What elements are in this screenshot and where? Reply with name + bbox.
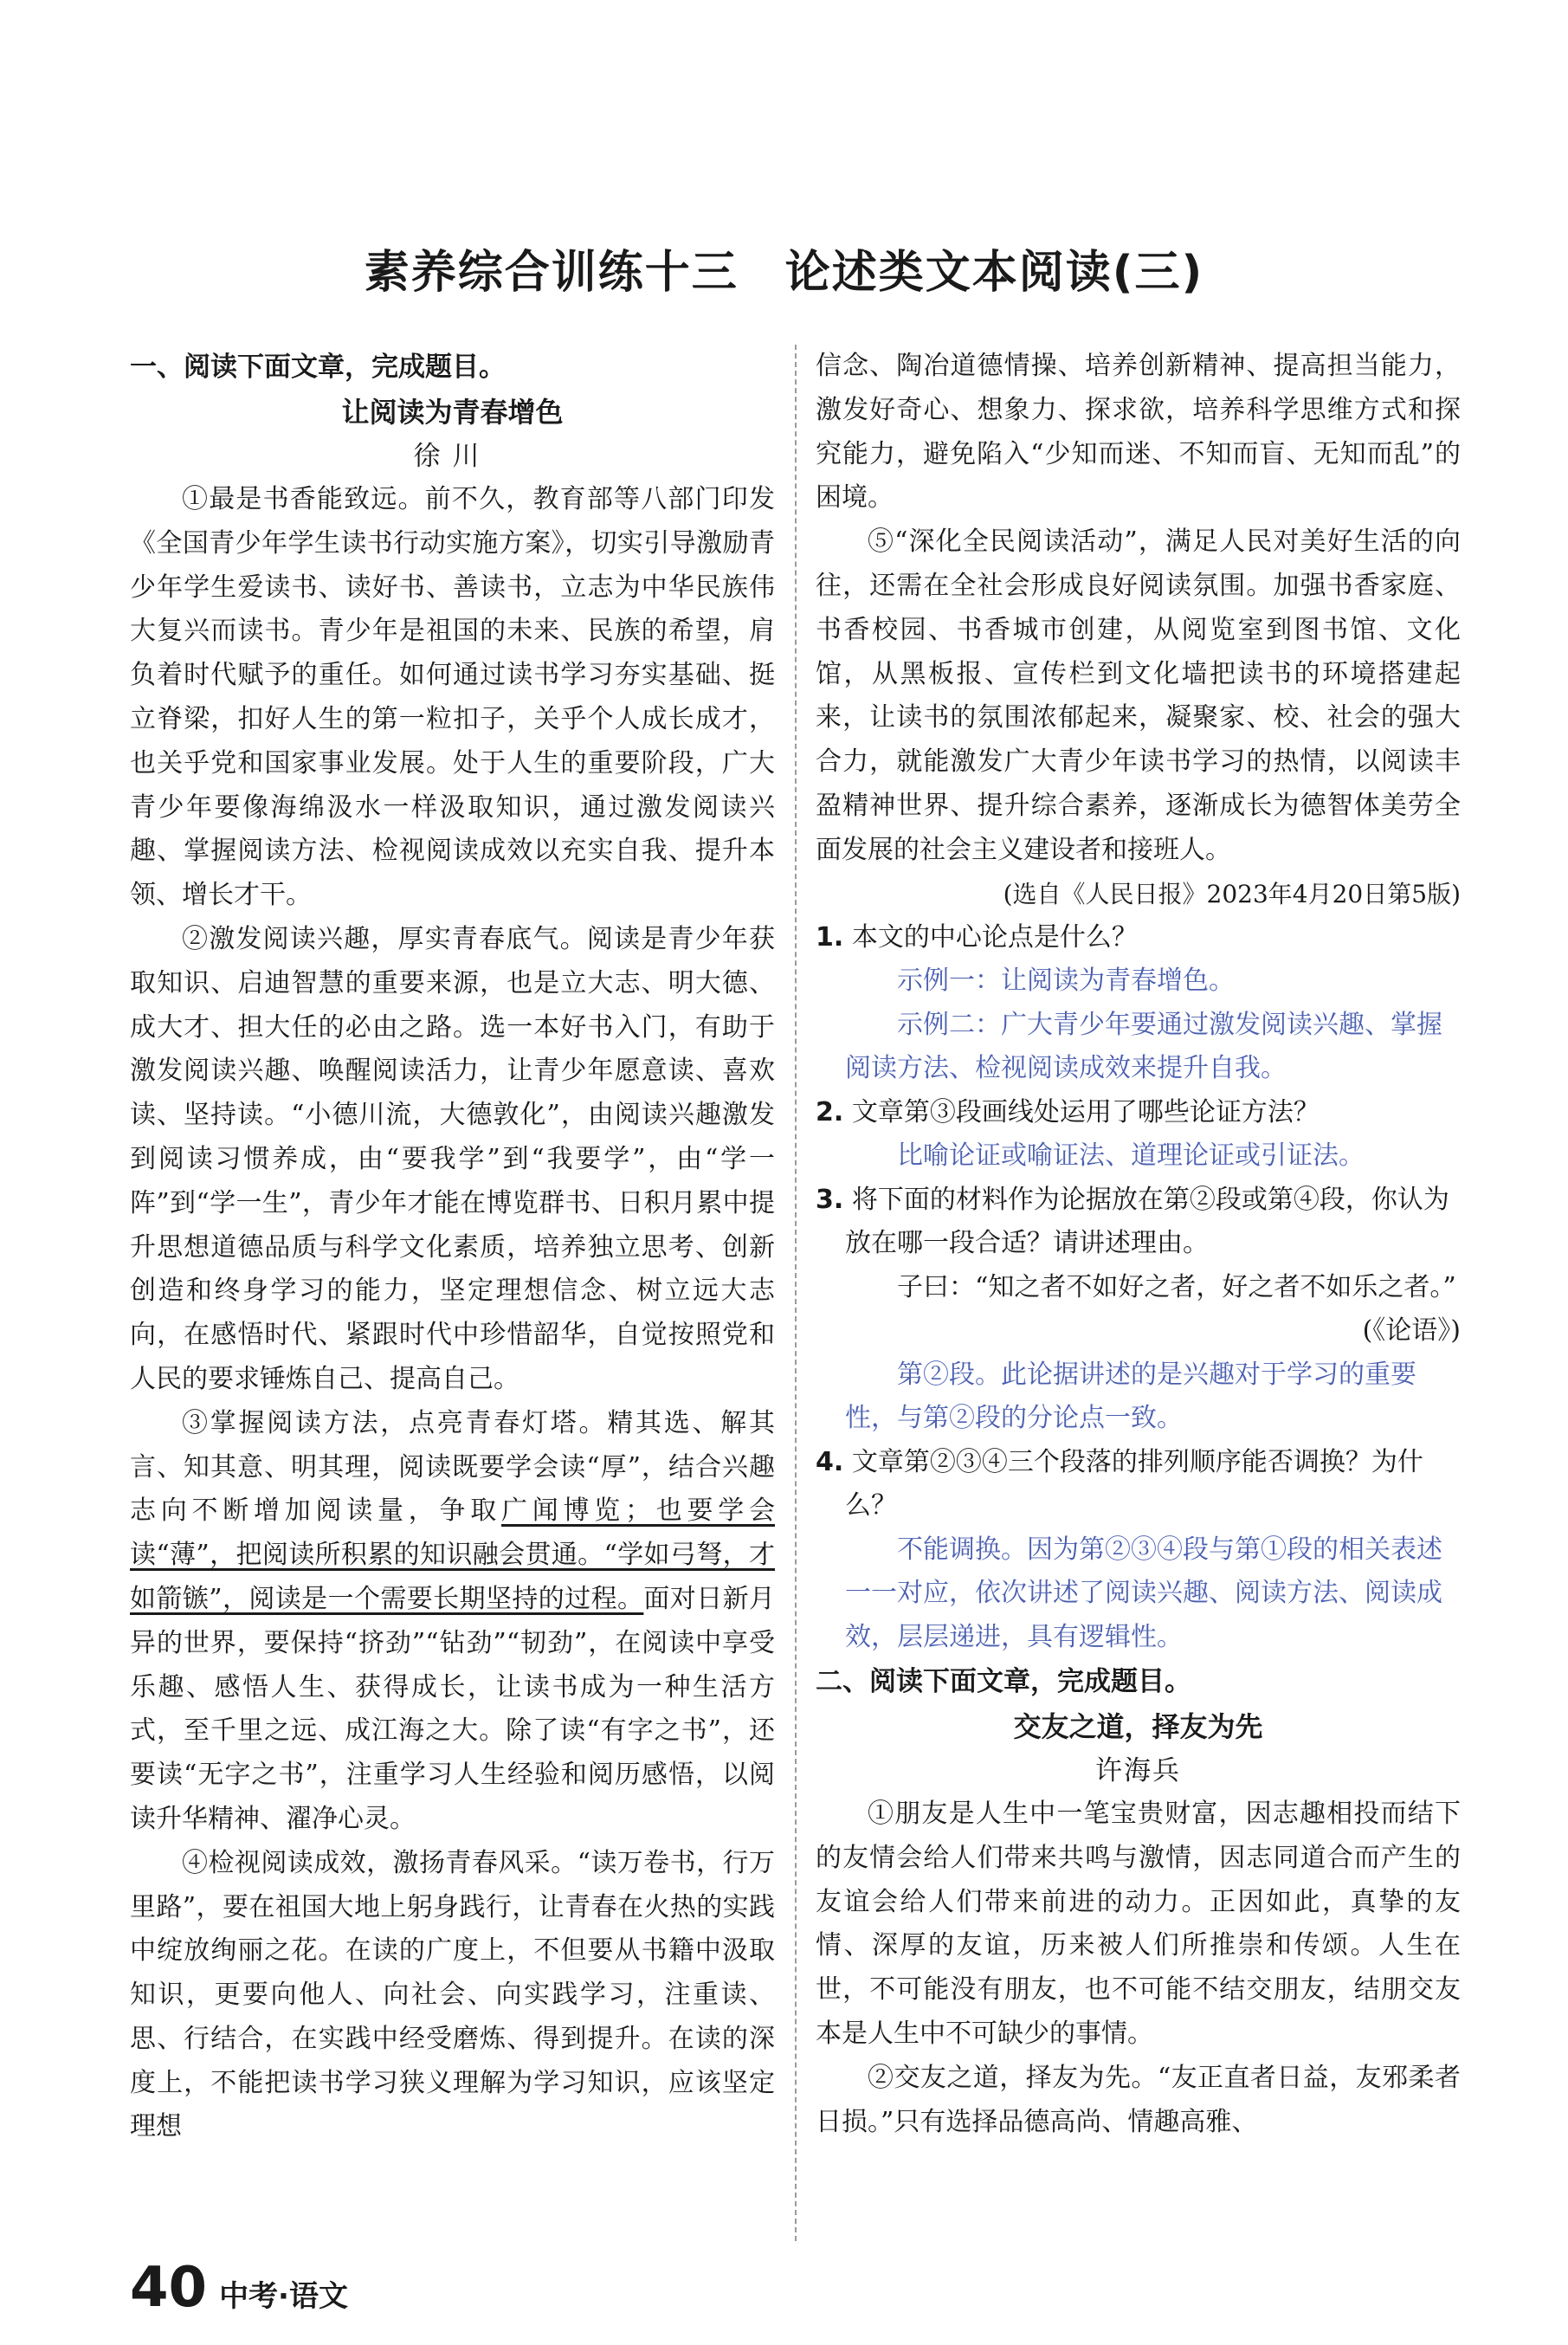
- question-1-number: 1.: [816, 921, 844, 953]
- article-two-paragraph-1: ①朋友是人生中一笔宝贵财富，因志趣相投而结下的友情会给人们带来共鸣与激情，因志同道合而产生的友谊会给人们带来前进的动力。正因如此，真挚的友情、深厚的友谊，历来被人们所推崇和传颂。人生在世，不可能没有朋友，也不可能不结交朋友，结朋交友本是人生中不可缺少的事情。: [816, 1799, 1461, 2050]
- article-one-source: (选自《人民日报》2023年4月20日第5版): [1003, 879, 1461, 908]
- paragraph-3-start: ③掌握阅读方法，点亮青春灯塔。精其选、解其言、知其意、明其理，阅读既要学会读“厚”，结合兴趣志向不断增加阅读量，争取: [130, 1407, 775, 1527]
- page-footer: [130, 2256, 348, 2320]
- article-one-paragraph-4-continued: 信念、陶冶道德情操、培养创新精神、提高担当能力，激发好奇心、想象力、探求欲，培养科学思维方式和探究能力，避免陷入“少知而迷、不知而盲、无知而乱”的困境。: [816, 351, 1461, 514]
- question-1-answer-2: 示例二：广大青少年要通过激发阅读兴趣、掌握阅读方法、检视阅读成效来提升自我。: [845, 1009, 1442, 1084]
- question-1: [816, 916, 1461, 960]
- question-3-answer: 第②段。此论据讲述的是兴趣对于学习的重要性，与第②段的分论点一致。: [845, 1359, 1416, 1434]
- article-one-paragraph-5: ⑤“深化全民阅读活动”，满足人民对美好生活的向往，还需在全社会形成良好阅读氛围。加强书香家庭、书香校园、书香城市创建，从阅览室到图书馆、文化馆，从黑板报、宣传栏到文化墙把读书的环境搭建起来，让读书的氛围浓郁起来，凝聚家、校、社会的强大合力，就能激发广大青少年读书学习的热情，以阅读丰盈精神世界、提升综合素养，逐渐成长为德智体美劳全面发展的社会主义建设者和接班人。: [816, 526, 1461, 865]
- question-4-text: 文章第②③④三个段落的排列顺序能否调换？为什么？: [845, 1446, 1423, 1521]
- paragraph-3-end: 面对日新月异的世界，要保持“挤劲”“钻劲”“韧劲”，在阅读中享受乐趣、感悟人生、获得成长，让读书成为一种生活方式，至千里之远、成江海之大。除了读“有字之书”，还要读“无字之书”，注重学习人生经验和阅历感悟，以阅读升华精神、濯净心灵。: [130, 1583, 775, 1834]
- article-one-paragraph-4: ④检视阅读成效，激扬青春风采。“读万卷书，行万里路”，要在祖国大地上躬身践行，让青春在火热的实践中绽放绚丽之花。在读的广度上，不但要从书籍中汲取知识，更要向他人、向社会、向实践学习，注重读、思、行结合，在实践中经受磨炼、得到提升。在读的深度上，不能把读书学习狭义理解为学习知识，应该坚定理想: [130, 1847, 775, 2142]
- article-two-title: 交友之道，择友为先: [1013, 1710, 1263, 1744]
- article-two-paragraph-2: ②交友之道，择友为先。“友正直者日益，友邪柔者日损。”只有选择品德高尚、情趣高雅、: [816, 2062, 1461, 2137]
- question-4: [816, 1441, 1461, 1528]
- question-1-answer-1: 示例一：让阅读为青春增色。: [897, 966, 1235, 997]
- section-one-heading: 一、阅读下面文章，完成题目。: [130, 352, 506, 383]
- question-3: [816, 1179, 1461, 1266]
- right-column: [816, 345, 1461, 2144]
- article-two-author: 许海兵: [1095, 1755, 1181, 1787]
- question-3-quote: 子曰：“知之者不如好之者，好之者不如乐之者。”: [897, 1271, 1456, 1302]
- question-1-text: 本文的中心论点是什么？: [851, 921, 1138, 953]
- section-two-heading: 二、阅读下面文章，完成题目。: [816, 1666, 1191, 1698]
- article-one-paragraph-2: ②激发阅读兴趣，厚实青春底气。阅读是青少年获取知识、启迪智慧的重要来源，也是立大志、明大德、成大才、担大任的必由之路。选一本好书入门，有助于激发阅读兴趣、唤醒阅读活力，让青少年愿意读、喜欢读、坚持读。“小德川流，大德敦化”，由阅读兴趣激发到阅读习惯养成，由“要我学”到“我要学”，由“学一阵”到“学一生”，青少年才能在博览群书、日积月累中提升思想道德品质与科学文化素质，培养独立思考、创新创造和终身学习的能力，坚定理想信念、树立远大志向，在感悟时代、紧跟时代中珍惜韶华，自觉按照党和人民的要求锤炼自己、提高自己。: [130, 923, 775, 1394]
- question-3-number: 3.: [816, 1184, 844, 1215]
- article-one-paragraph-1: ①最是书香能致远。前不久，教育部等八部门印发《全国青少年学生读书行动实施方案》，切实引导激励青少年学生爱读书、读好书、善读书，立志为中华民族伟大复兴而读书。青少年是祖国的未来、民族的希望，肩负着时代赋予的重任。如何通过读书学习夯实基础、挺立脊梁，扣好人生的第一粒扣子，关乎个人成长成才，也关乎党和国家事业发展。处于人生的重要阶段，广大青少年要像海绵汲水一样汲取知识，通过激发阅读兴趣、掌握阅读方法、检视阅读成效以充实自我、提升本领、增长才干。: [130, 484, 775, 911]
- question-2-number: 2.: [816, 1096, 844, 1127]
- question-2-answer: 比喻论证或喻证法、道理论证或引证法。: [897, 1140, 1365, 1172]
- question-3-quote-source: (《论语》): [1362, 1315, 1461, 1347]
- article-one-author: 徐川: [413, 441, 492, 472]
- column-divider: [795, 345, 797, 2241]
- left-column: [130, 345, 775, 2149]
- page-title: 素养综合训练十三 论述类文本阅读(三): [364, 247, 1204, 299]
- article-one-paragraph-3: [130, 1402, 775, 1842]
- question-4-number: 4.: [816, 1446, 844, 1477]
- underlined-argument: 广闻博览；也要学会读“薄”，把阅读所积累的知识融会贯通。“学如弓弩，才如箭镞”，阅读是一个需要长期坚持的过程。: [130, 1496, 775, 1614]
- book-label: 中考·语文: [219, 2279, 348, 2314]
- question-2-text: 文章第③段画线处运用了哪些论证方法？: [851, 1096, 1320, 1127]
- question-4-answer: 不能调换。因为第②③④段与第①段的相关表述一一对应，依次讲述了阅读兴趣、阅读方法、阅读成效，层层递进，具有逻辑性。: [845, 1534, 1442, 1652]
- question-3-text: 将下面的材料作为论据放在第②段或第④段，你认为放在哪一段合适？请讲述理由。: [845, 1184, 1449, 1259]
- article-one-title: 让阅读为青春增色: [341, 396, 564, 429]
- page-number: 40: [130, 2256, 208, 2320]
- question-2: [816, 1091, 1461, 1135]
